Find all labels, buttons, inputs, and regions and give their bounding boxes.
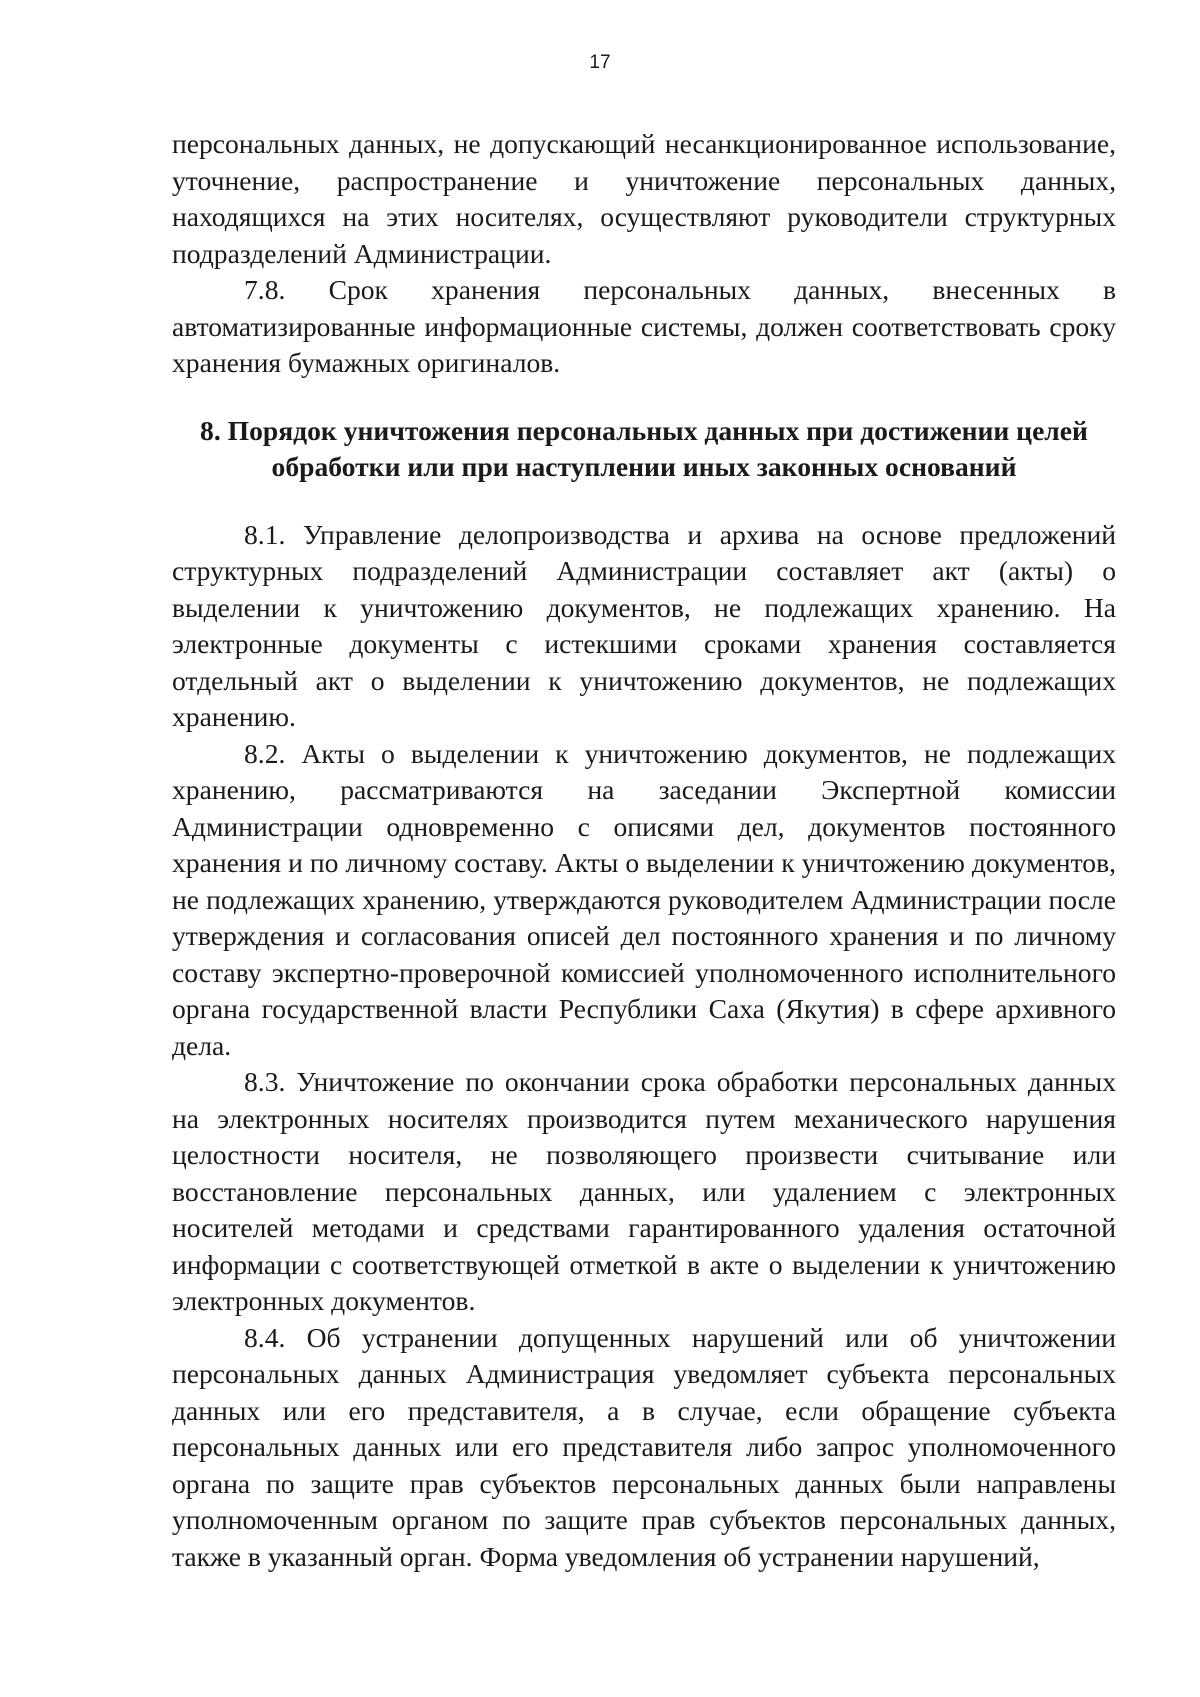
document-body — [172, 126, 1116, 1575]
section-heading-line-2: обработки или при наступлении иных законных оснований — [271, 451, 1017, 482]
paragraphs-before-heading — [172, 126, 1116, 382]
paragraph-8-1: 8.1. Управление делопроизводства и архива на основе предложений структурных подразделений Администрации составляет акт (акты) о выделении к уничтожению документов, не подлежащих хранению. На электронные документы с истекшими сроками хранения составляется отдельный акт о выделении к уничтожению документов, не подлежащих хранению. — [172, 518, 1116, 732]
paragraph-8-3: 8.3. Уничтожение по окончании срока обработки персональных данных на электронных носителях производится путем механического нарушения целостности носителя, не позволяющего произвести считывание или восстановление персональных данных, или удалением с электронных носителей методами и средствами гарантированного удаления остаточной информации с соответствующей отметкой в акте о выделении к уничтожению электронных документов. — [172, 1066, 1116, 1316]
paragraph-7-8: 7.8. Срок хранения персональных данных, внесенных в автоматизированные информационные системы, должен соответствовать сроку хранения бумажных оригиналов. — [172, 274, 1116, 378]
page-number: 17 — [589, 52, 611, 73]
section-heading-line-1: 8. Порядок уничтожения персональных данных при достижении целей — [200, 414, 1088, 446]
paragraph-8-2: 8.2. Акты о выделении к уничтожению документов, не подлежащих хранению, рассматриваются на заседании Экспертной комиссии Администрации одновременно с описями дел, документов постоянного хранения и по личному составу. Акты о выделении к уничтожению документов, не подлежащих хранению, утверждаются руководителем Администрации после утверждения и согласования описей дел постоянного хранения и по личному составу экспертно-проверочной комиссией уполномоченного исполнительного органа государственной власти Республики Саха (Якутия) в сфере архивного дела. — [172, 737, 1116, 1061]
paragraph-continuation: персональных данных, не допускающий несанкционированное использование, уточнение, распространение и уничтожение персональных данных, находящихся на этих носителях, осуществляют руководители структурных подразделений Администрации. — [172, 128, 1116, 269]
section-heading — [172, 413, 1116, 486]
paragraphs-after-heading — [172, 517, 1116, 1576]
paragraph-8-4: 8.4. Об устранении допущенных нарушений или об уничтожении персональных данных Администрация уведомляет субъекта персональных данных или его представителя, а в случае, если обращение субъекта персональных данных или его представителя либо запрос уполномоченного органа по защите прав субъектов персональных данных были направлены уполномоченным органом по защите прав субъектов персональных данных, также в указанный орган. Форма уведомления об устранении нарушений, — [172, 1321, 1116, 1572]
